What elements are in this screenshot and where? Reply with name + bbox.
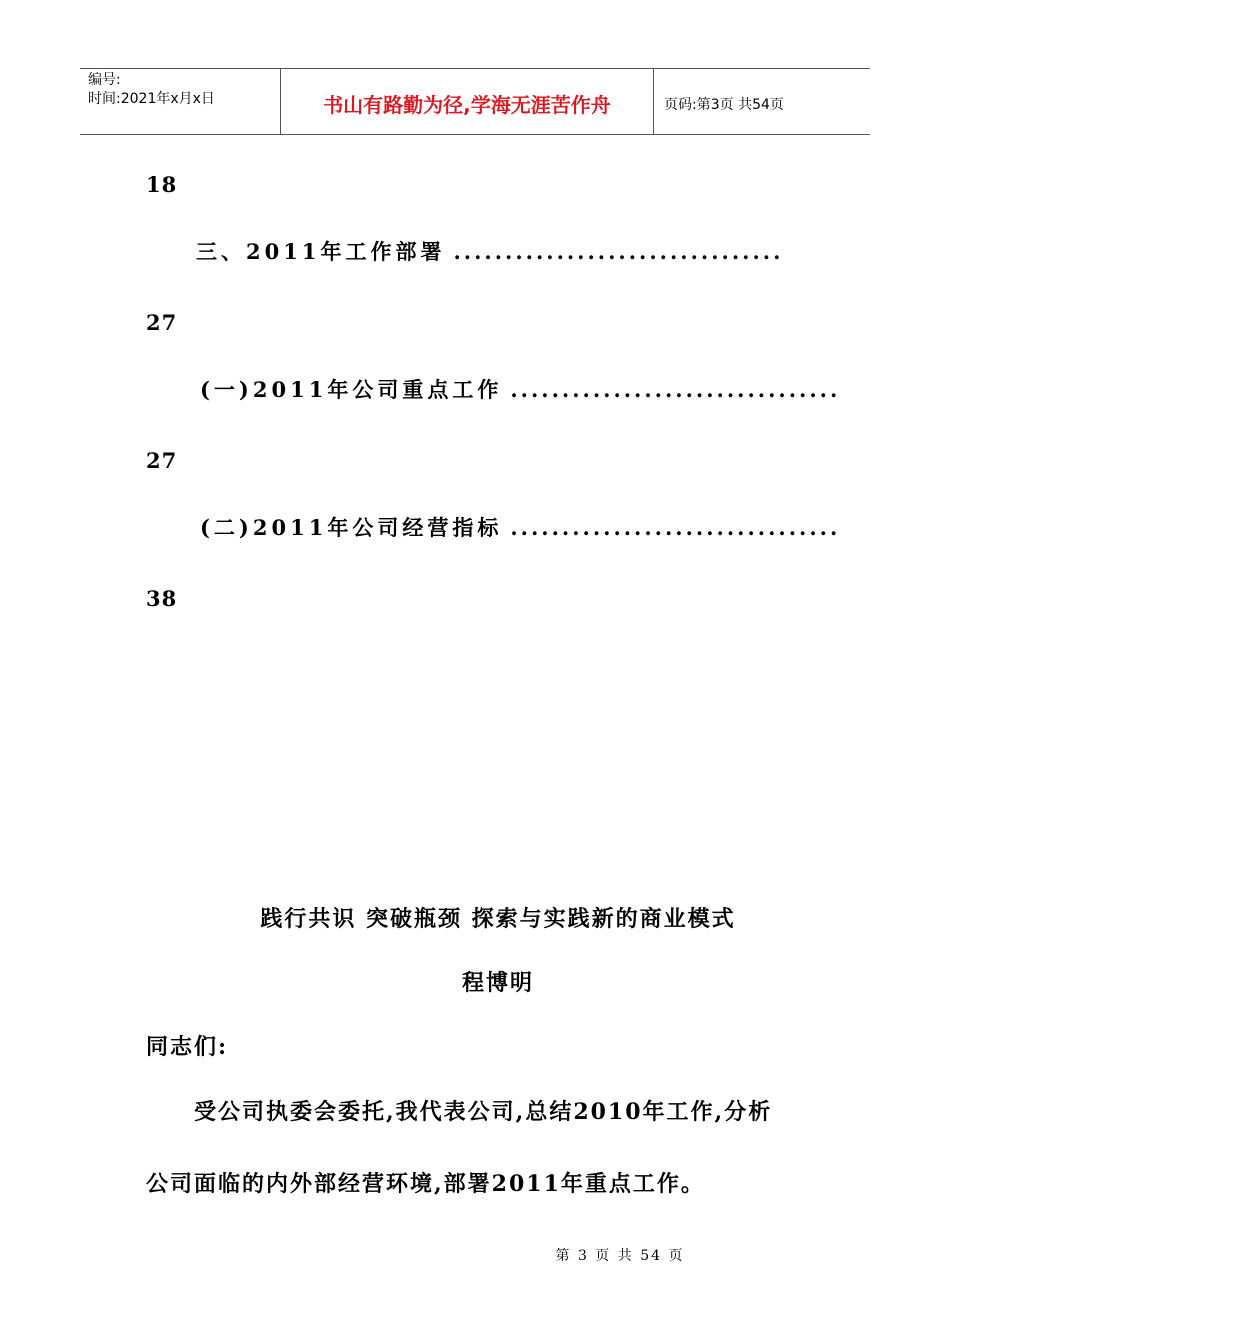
header-meta: [80, 69, 281, 134]
header-motto: 书山有路勤为径,学海无涯苦作舟: [281, 69, 654, 134]
header-date-label: 时间:2021年x月x日: [88, 91, 215, 107]
toc-leader-dots: ................................: [510, 377, 841, 402]
speech-author: 程博明: [461, 970, 534, 996]
header-number-label: 编号:: [88, 72, 121, 88]
speech-title: 践行共识 突破瓶颈 探索与实践新的商业模式: [260, 906, 736, 932]
page-header: [80, 68, 870, 135]
speech-salutation: 同志们:: [146, 1034, 229, 1060]
toc-entry-page: 27: [146, 448, 178, 473]
speech-paragraph-line-2: 公司面临的内外部经营环境,部署2011年重点工作。: [146, 1171, 705, 1197]
toc-entry-page: 27: [146, 310, 178, 335]
toc-entry[interactable]: [200, 374, 841, 404]
toc-leader-dots: ................................: [510, 515, 841, 540]
speech-paragraph-line-1: 受公司执委会委托,我代表公司,总结2010年工作,分析: [194, 1099, 773, 1125]
toc-entry[interactable]: [196, 236, 804, 266]
toc-entry-title: 三、2011年工作部署: [196, 239, 446, 264]
toc-entry[interactable]: [200, 512, 841, 542]
header-page-info: 页码:第3页 共54页: [664, 96, 784, 113]
toc-entry-page: 38: [146, 586, 178, 611]
toc-carry-over-page: 18: [146, 172, 178, 197]
toc-entry-title: (一)2011年公司重点工作: [200, 377, 503, 402]
toc-entry-title: (二)2011年公司经营指标: [200, 515, 503, 540]
page-footer: 第 3 页 共 54 页: [555, 1248, 685, 1264]
toc-leader-dots: ................................: [453, 239, 784, 264]
